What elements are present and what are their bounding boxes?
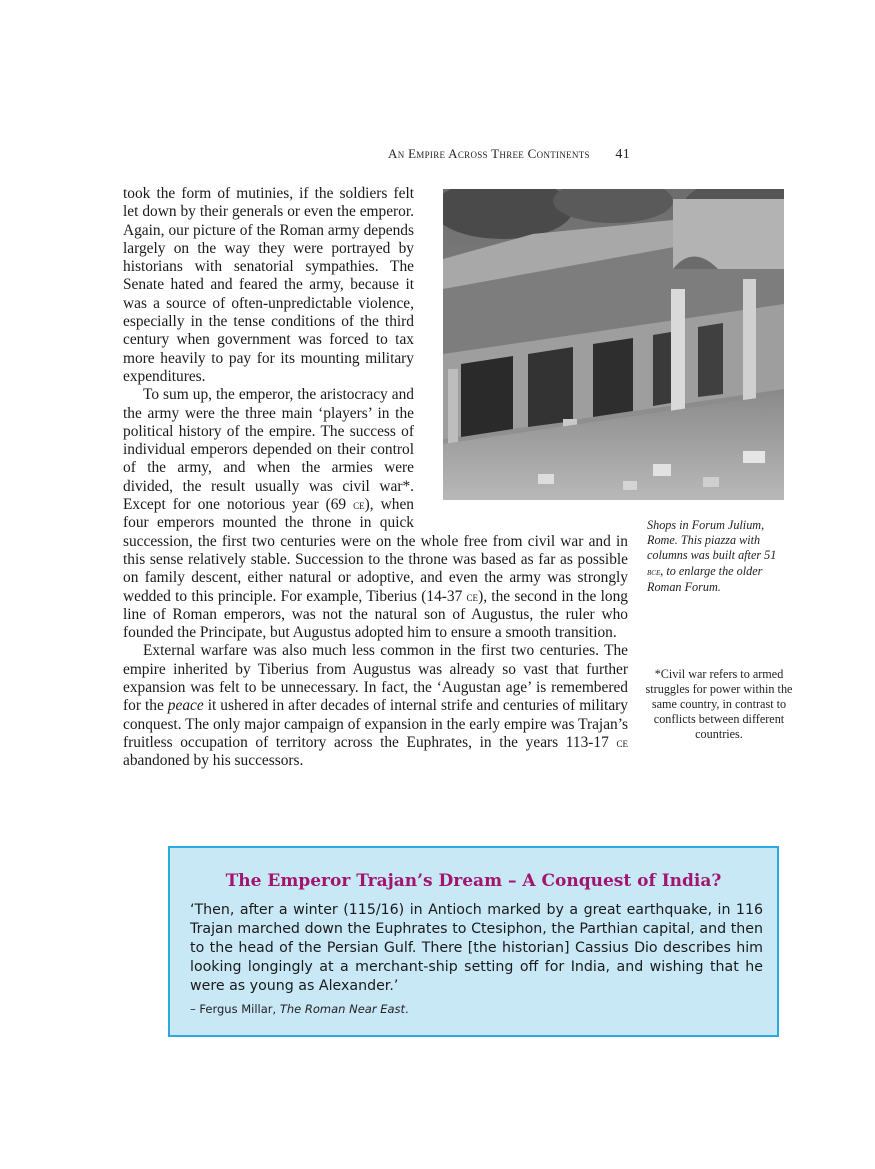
photo-caption-era: bce [647, 566, 661, 578]
main-text [123, 185, 628, 771]
era-abbrev: ce [616, 734, 628, 750]
paragraph-2-text-b: ), when four emperors mounted the throne in quick succession, the first two centuries were on the whole free from civil war and in this sense relatively stable. Succession to the throne was based as far as possible on family descent, either natural or adoptive, and even the army was strongly wedded to this principle. For example, Tiberius (14-37 [123, 496, 628, 605]
paragraph-3-text-c: abandoned by his successors. [123, 752, 304, 770]
photo-caption-text: Shops in Forum Julium, Rome. This piazza with columns was built after 51 [647, 518, 777, 563]
photo-caption [647, 518, 787, 595]
box-title: The Emperor Trajan’s Dream – A Conquest of India? [225, 871, 722, 891]
running-header [300, 146, 630, 163]
trajan-dream-box [168, 846, 779, 1037]
paragraph-3 [123, 642, 628, 770]
attribution-suffix: . [405, 1002, 409, 1016]
box-attribution [190, 1002, 409, 1016]
civil-war-note: *Civil war refers to armed struggles for power within the same country, in contrast to conflicts between different countries. [645, 667, 793, 741]
paragraph-3-text-b: it ushered in after decades of internal strife and centuries of military conquest. The only major campaign of expansion in the early empire was Trajan’s fruitless occupation of territory across the Euphrates, in the years 113-17 [123, 697, 628, 751]
era-abbrev: ce [353, 497, 365, 513]
paragraph-3-text-a: External warfare was also much less common in the first two centuries. The empire inherited by Tiberius from Augustus was already so vast that further expansion was felt to be unnecessary. In fact, the ‘Augustan age’ is remembered for the [123, 642, 628, 715]
photo-caption-text-end: , to enlarge the older Roman Forum. [647, 563, 763, 594]
running-header-title: An Empire Across Three Continents [388, 146, 590, 161]
era-abbrev: ce [466, 588, 479, 604]
paragraph-2-text-a: To sum up, the emperor, the aristocracy and the army were the three main ‘players’ in the political history of the empire. The success of individual emperors depended on their control of the army, and when the armies were divided, the result usually was civil war*. Except for one notorious year (69 [123, 386, 414, 514]
paragraph-1: took the form of mutinies, if the soldiers felt let down by their generals or even the emperor. Again, our picture of the Roman army depends largely on the way they were portrayed by historians with senatorial sympathies. The Senate hated and feared the army, because it was a source of often-unpredictable violence, especially in the tense conditions of the third century when government was forced to tax more heavily to pay for its mounting military expenditures. [123, 185, 414, 385]
figure-spacer [428, 185, 628, 515]
box-quote: ‘Then, after a winter (115/16) in Antioch marked by a great earthquake, in 116 Trajan marched down the Euphrates to Ctesiphon, the Parthian capital, and then to the head of the Persian Gulf. There [the historian] Cassius Dio describes him looking longingly at a merchant-ship setting off for India, and wishing that he were as young as Alexander.’ [190, 902, 763, 994]
page-number: 41 [615, 147, 630, 162]
paragraph-2-text-c: ), the second in the long line of Roman emperors, was not the natural son of Augustus, the ruler who founded the Principate, but Augustus adopted him to ensure a smooth transition. [123, 587, 628, 642]
attribution-work: The Roman Near East [279, 1002, 406, 1016]
attribution-prefix: – Fergus Millar, [190, 1002, 280, 1016]
paragraph-3-emphasis: peace [167, 697, 204, 715]
